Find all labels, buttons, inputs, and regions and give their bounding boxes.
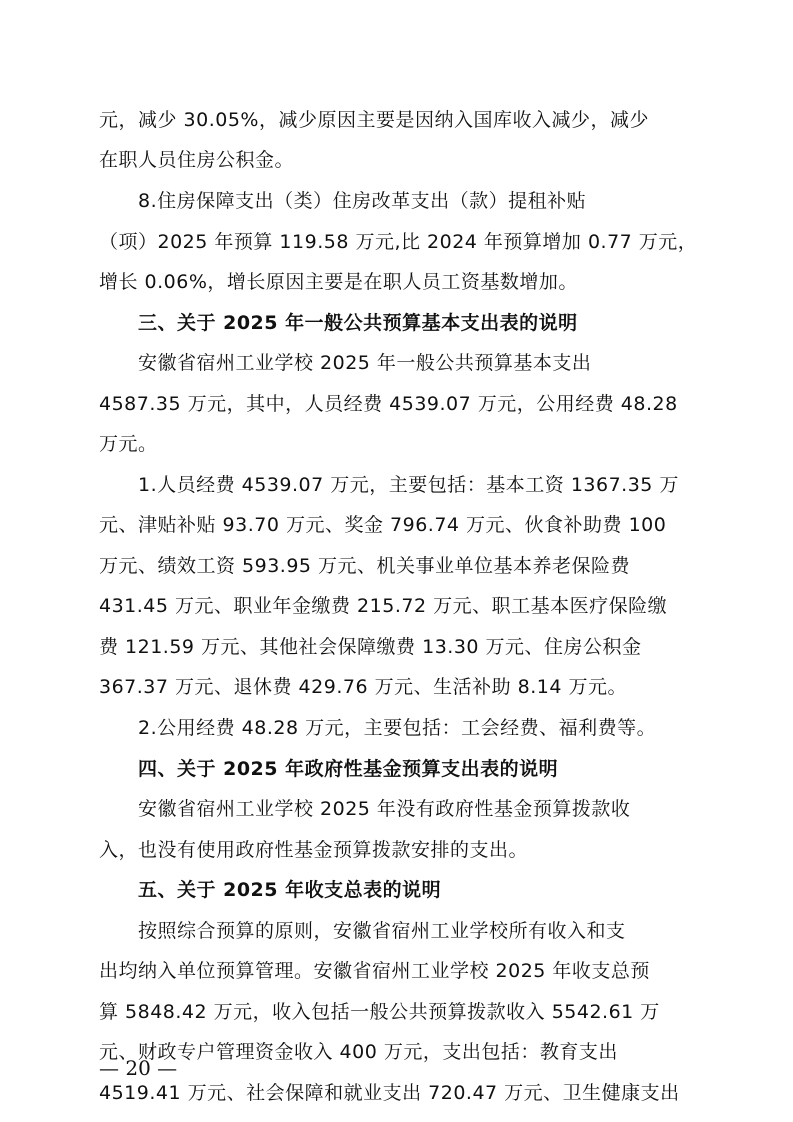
paragraph-line: 费 121.59 万元、其他社会保障缴费 13.30 万元、住房公积金 [99,636,642,658]
paragraph-line: 出均纳入单位预算管理。安徽省宿州工业学校 2025 年收支总预 [99,960,650,982]
paragraph-line: 431.45 万元、职业年金缴费 215.72 万元、职工基本医疗保险缴 [99,595,668,617]
paragraph-line: 万元、绩效工资 593.95 万元、机关事业单位基本养老保险费 [99,555,631,577]
paragraph-line: 367.37 万元、退休费 429.76 万元、生活补助 8.14 万元。 [99,676,627,698]
paragraph-line: 安徽省宿州工业学校 2025 年没有政府性基金预算拨款收 [138,798,631,820]
section-heading: 五、关于 2025 年收支总表的说明 [138,879,442,901]
paragraph-line: 4519.41 万元、社会保障和就业支出 720.47 万元、卫生健康支出 [99,1082,680,1104]
section-heading: 四、关于 2025 年政府性基金预算支出表的说明 [138,758,559,780]
page-number: — 20 — [99,1056,178,1080]
paragraph-line: 2.公用经费 48.28 万元，主要包括：工会经费、福利费等。 [138,717,657,739]
paragraph-line: （项）2025 年预算 119.58 万元,比 2024 年预算增加 0.77 万元， [99,231,698,253]
paragraph-line: 元，减少 30.05%，减少原因主要是因纳入国库收入减少，减少 [99,109,649,131]
paragraph-line: 入，也没有使用政府性基金预算拨款安排的支出。 [99,839,529,861]
paragraph-line: 4587.35 万元，其中，人员经费 4539.07 万元，公用经费 48.28 [99,393,678,415]
paragraph-line: 元、津贴补贴 93.70 万元、奖金 796.74 万元、伙食补助费 100 [99,514,667,536]
paragraph-line: 按照综合预算的原则，安徽省宿州工业学校所有收入和支 [138,920,626,942]
paragraph-line: 万元。 [99,433,158,455]
paragraph-line: 增长 0.06%，增长原因主要是在职人员工资基数增加。 [99,271,578,293]
paragraph-line: 安徽省宿州工业学校 2025 年一般公共预算基本支出 [138,352,592,374]
paragraph-line: 1.人员经费 4539.07 万元，主要包括：基本工资 1367.35 万 [138,474,679,496]
section-heading: 三、关于 2025 年一般公共预算基本支出表的说明 [138,312,578,334]
paragraph-line: 在职人员住房公积金。 [99,149,295,171]
paragraph-line: 算 5848.42 万元，收入包括一般公共预算拨款收入 5542.61 万 [99,1001,660,1023]
paragraph-line: 元、财政专户管理资金收入 400 万元，支出包括：教育支出 [99,1041,618,1063]
paragraph-line: 8.住房保障支出（类）住房改革支出（款）提租补贴 [138,190,587,212]
